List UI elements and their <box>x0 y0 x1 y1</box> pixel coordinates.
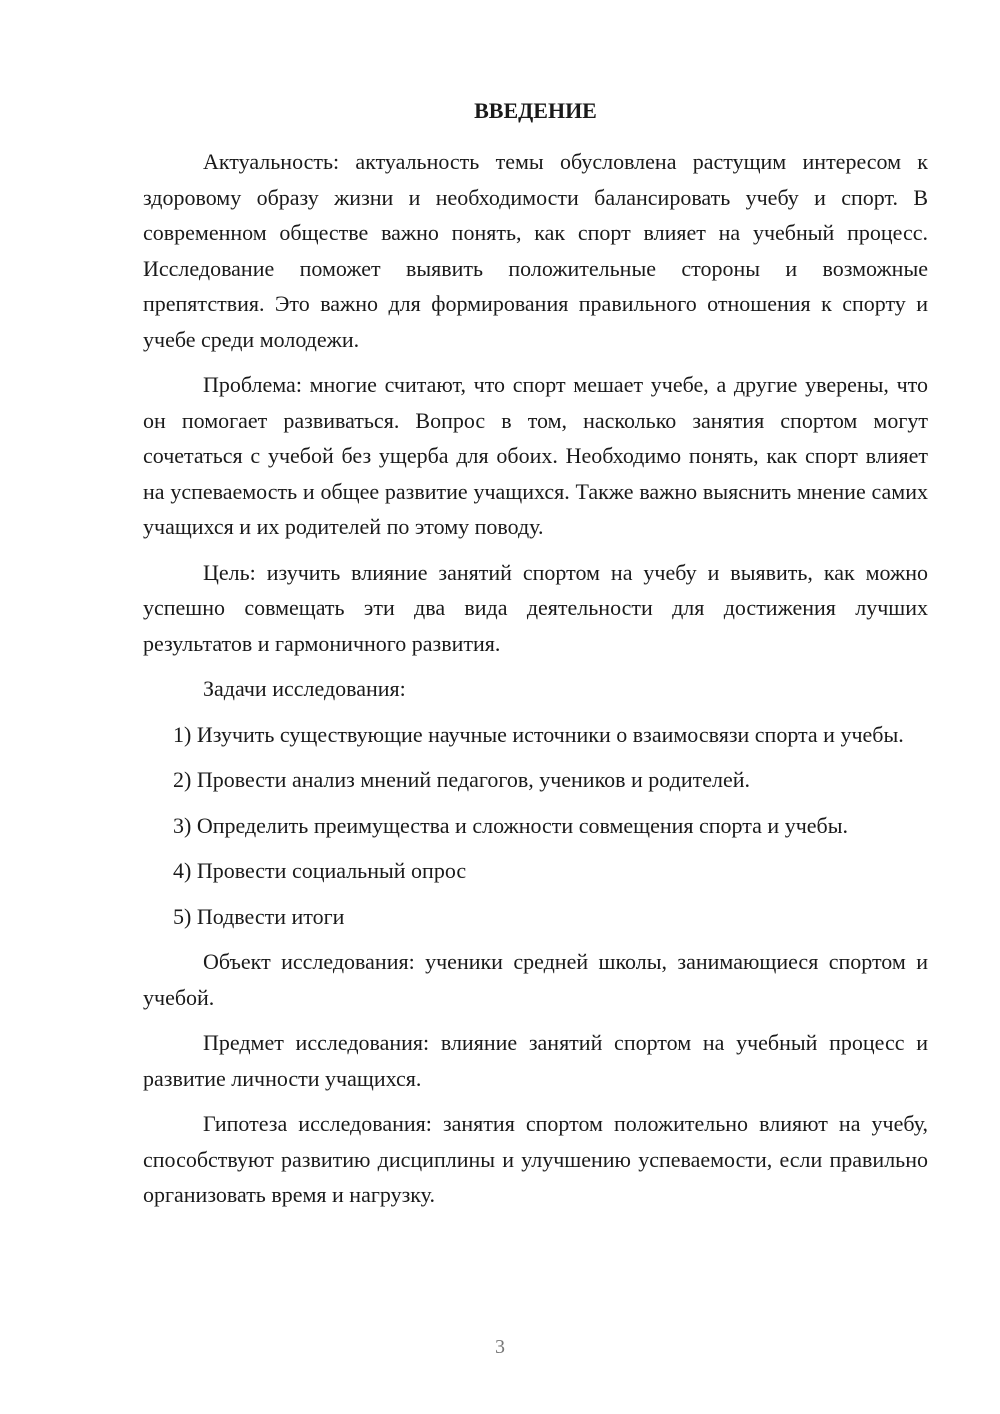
relevance-paragraph: Актуальность: актуальность темы обусловлена растущим интересом к здоровому образу жизни и необходимости балансировать учебу и спорт. В современном обществе важно понять, как спорт влияет на учебный процесс. Исследование поможет выявить положительные стороны и возможные препятствия. Это важно для формирования правильного отношения к спорту и учебе среди молодежи. <box>143 149 928 352</box>
object-paragraph: Объект исследования: ученики средней школы, занимающиеся спортом и учебой. <box>143 949 928 1010</box>
task-item-1: 1) Изучить существующие научные источники о взаимосвязи спорта и учебы. <box>173 721 904 747</box>
hypothesis-paragraph: Гипотеза исследования: занятия спортом положительно влияют на учебу, способствуют развитию дисциплины и улучшению успеваемости, если правильно организовать время и нагрузку. <box>143 1111 928 1207</box>
page-number: 3 <box>495 1336 505 1358</box>
task-item-3: 3) Определить преимущества и сложности совмещения спорта и учебы. <box>173 812 848 838</box>
task-item-5: 5) Подвести итоги <box>173 903 345 929</box>
task-item-4: 4) Провести социальный опрос <box>173 858 467 883</box>
page-title: ВВЕДЕНИЕ <box>474 98 597 123</box>
problem-paragraph: Проблема: многие считают, что спорт мешает учебе, а другие уверены, что он помогает развиваться. Вопрос в том, насколько занятия спортом могут сочетаться с учебой без ущерба для обоих. Необходимо понять, как спорт влияет на успеваемость и общее развитие учащихся. Также важно выяснить мнение самих учащихся и их родителей по этому поводу. <box>143 372 928 539</box>
goal-paragraph: Цель: изучить влияние занятий спортом на учебу и выявить, как можно успешно совмещать эти два вида деятельности для достижения лучших результатов и гармоничного развития. <box>143 559 928 656</box>
subject-paragraph: Предмет исследования: влияние занятий спортом на учебный процесс и развитие личности учащихся. <box>143 1030 928 1091</box>
document-page <box>143 96 928 1213</box>
task-item-2: 2) Провести анализ мнений педагогов, учеников и родителей. <box>173 767 751 792</box>
tasks-heading: Задачи исследования: <box>203 676 406 701</box>
